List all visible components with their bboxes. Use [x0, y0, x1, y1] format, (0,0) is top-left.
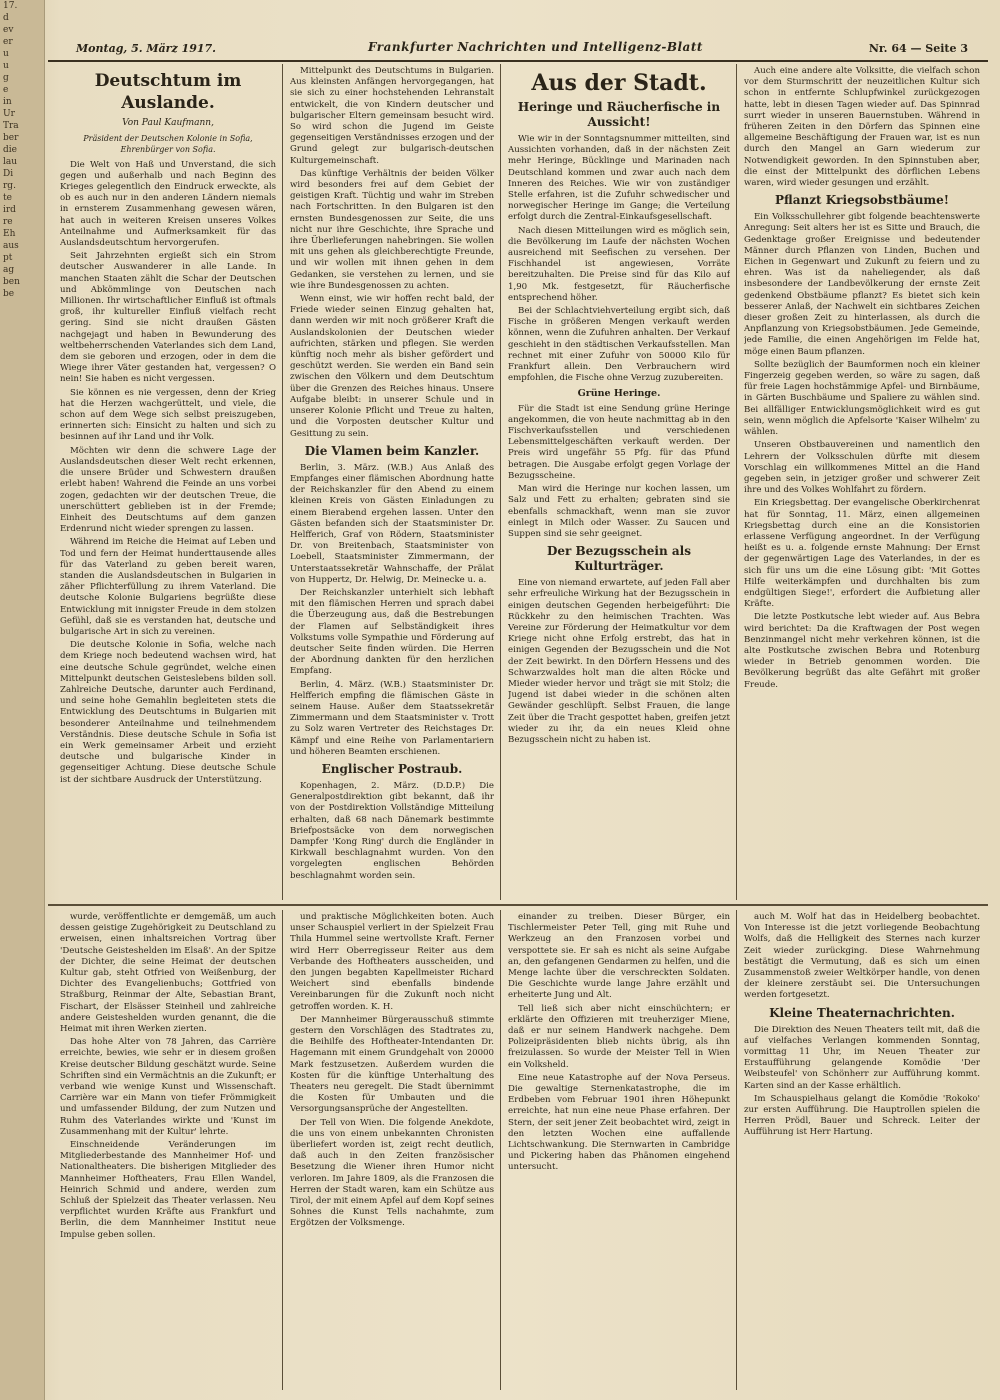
paragraph: Man wird die Heringe nur kochen lassen, um Salz und Fett zu erhalten; gebraten sind sie ebenfalls schmackhaft, wenn man sie zuvor einlegt in Milch oder Wasser. Zu Saucen und Suppen sind sie sehr geeignet. [508, 484, 730, 539]
paragraph: Einschneidende Veränderungen im Mitgliederbestande des Mannheimer Hof- und Nationaltheaters. Die bisherigen Mitglieder des Mannheimer Hoftheaters, Frau Ellen Wandel, Heinrich Schmid und andere, werden zum Schluß der Spielzeit das Theater verlassen. Neu verpflichtet wurden Kräfte aus Frankfurt und Berlin, die dem Mannheimer Institut neue Impulse geben sollen. [60, 1140, 276, 1240]
column-rule [736, 64, 737, 900]
paragraph: Möchten wir denn die schwere Lage der Auslandsdeutschen dieser Welt recht erkennen, die unsere Brüder und Schwestern draußen erlebt haben! Wahrend die Feinde an uns vorbei zogen, gedachten wir der deutschen Treue, die unerschüttert geblieben ist in der Fremde; Einheit des Deutschtums auf dem ganzen Erdenrund nicht wieder sprengen zu lassen. [60, 445, 276, 535]
paragraph: Berlin, 3. März. (W.B.) Aus Anlaß des Empfanges einer flämischen Abordnung hatte der Reichskanzler für den Abend zu einem kleinen Kreis von Gästen Einladungen zu einem Bierabend ergehen lassen. Unter den Gästen befanden sich der Staatsminister Dr. Helfferich, Graf von Rödern, Staatsminister Dr. von Breitenbach, Staatsminister von Loebell, Staatsminister Zimmermann, der Unterstaatssekretär Wahnschaffe, der Prälat von Huppertz, Dr. Helwig, Dr. Meinecke u. a. [290, 462, 494, 585]
paragraph: Der Tell von Wien. Die folgende Anekdote, die uns von einem unbekannten Chronisten überliefert worden ist, zeigt recht deutlich, daß auch in den Zeiten französischer Besetzung die Wiener ihren Humor nicht verloren. Im Jahre 1809, als die Franzosen die Herren der Stadt waren, kam ein Schütze aus Tirol, der mit einem Apfel auf dem Kopf seines Sohnes die Kunst Tells nachahmte, zum Ergötzen der Volksmenge. [290, 1117, 494, 1229]
column-rule [282, 910, 283, 1390]
byline-affiliation: Präsident der Deutschen Kolonie in Sofia, Ehrenbürger von Sofia. [83, 134, 253, 155]
paragraph: und praktische Möglichkeiten boten. Auch unser Schauspiel verliert in der Spielzeit Frau Thila Hummel seine wertvollste Kraft. Ferner wird Herr Oberregisseur Reiter aus dem Verbande des Hoftheaters ausscheiden, und den jungen begabten Kapellmeister Richard Weichert sind ebenfalls bindende Vereinbarungen für die Zukunft noch nicht getroffen worden. K. H. [290, 912, 494, 1012]
paragraph: Im Schauspielhaus gelangt die Komödie 'Rokoko' zur ersten Aufführung. Die Hauptrollen spielen die Herren Prödl, Bauer und Schreck. Leiter der Aufführung ist Herr Hartung. [744, 1093, 980, 1138]
paragraph: Nach diesen Mitteilungen wird es möglich sein, die Bevölkerung im Laufe der nächsten Wochen ausreichend mit Seefischen zu versehen. Der Fischhandel ist angewiesen, Vorräte bereitzuhalten. Die Preise sind für das Kilo auf 1,90 Mk. festgesetzt, für Räucherfische entsprechend höher. [508, 225, 730, 303]
paper-title: Frankfurter Nachrichten und Intelligenz-Blatt [368, 40, 703, 54]
lower-column-3 [508, 912, 730, 1390]
column-rule [500, 64, 501, 900]
page-number: Nr. 64 — Seite 3 [868, 42, 968, 55]
paragraph: Wie wir in der Sonntagsnummer mitteilten, sind Aussichten vorhanden, daß in der nächsten Zeit mehr Heringe, Bücklinge und Marinaden nach Deutschland kommen und zwar auch nach dem Inneren des Reiches. Wie wir von zuständiger Stelle erfahren, ist die Zufuhr schwedischer und norwegischer Heringe im Gange; die Verteilung erfolgt durch die Zentral-Einkaufsgesellschaft. [508, 134, 730, 223]
lower-column-1 [60, 912, 276, 1390]
paragraph: auch M. Wolf hat das in Heidelberg beobachtet. Von Interesse ist die jetzt vorliegende Beobachtung Wolfs, daß die Helligkeit des Sternes nach kurzer Zeit wieder zurückging. Diese Wahrnehmung bestätigt die Vermutung, daß es sich um einen Zusammenstoß zweier Weltkörper handle, von denen der kleinere zerstäubt sei. Die Untersuchungen werden fortgesetzt. [744, 912, 980, 1001]
paragraph: Für die Stadt ist eine Sendung grüne Heringe angekommen, die von heute nachmittag ab in den Fischverkaufsstellen und verschiedenen Lebensmittelgeschäften verkauft werden. Der Preis wird ungefähr 55 Pfg. für das Pfund betragen. Die Ausgabe erfolgt gegen Vorlage der Bezugsscheine. [508, 403, 730, 481]
adjacent-page-strip: 17. d ev er u u g e in Ur Tra ber die lau Di rg. te ird re Eh aus pt ag ben be [0, 0, 45, 1400]
paragraph: einander zu treiben. Dieser Bürger, ein Tischlermeister Peter Tell, ging mit Ruhe und Werkzeug an den Franzosen vorbei und verspottete sie. Er sah es nicht als seine Aufgabe an, den gefangenen Gendarmen zu helfen, und die Menge lachte über die verschreckten Soldaten. Die Geschichte wurde lange Jahre erzählt und erheiterte Jung und Alt. [508, 912, 730, 1001]
column-rule [736, 910, 737, 1390]
paragraph: Der Mannheimer Bürgerausschuß stimmte gestern den Vorschlägen des Stadtrates zu, die Beihilfe des Hoftheater-Intendanten Dr. Hagemann mit einem Grundgehalt von 20000 Mark festzusetzen. Außerdem wurden die Kosten für die künftige Unterhaltung des Theaters neu geregelt. Die Stadt übernimmt die Kosten für Umbauten und die Versorgungsansprüche der Angestellten. [290, 1014, 494, 1115]
news-note: Die letzte Postkutsche lebt wieder auf. Aus Bebra wird berichtet: Da die Kraftwagen der Post wegen Benzinmangel nicht mehr verkehren können, ist die alte Postkutsche zwischen Bebra und Rotenburg wieder in Betrieb genommen worden. Die Bevölkerung begrüßt das alte Gefährt mit großer Freude. [744, 612, 980, 690]
paragraph: Während im Reiche die Heimat auf Leben und Tod und fern der Heimat hunderttausende alles für das Vaterland zu geben bereit waren, standen die Auslandsdeutschen in Bulgarien in zäher Pflichterfüllung zu ihrem Vaterland. Die deutsche Kolonie Bulgariens begrüßte diese Entwicklung mit innigster Freude in dem stolzen Gefühl, daß sie es verstanden hat, deutsche und bulgarische Art in sich zu vereinen. [60, 537, 276, 637]
article-title: Deutschtum im Auslande. [94, 71, 242, 113]
paragraph: Der Reichskanzler unterhielt sich lebhaft mit den flämischen Herren und sprach dabei die Überzeugung aus, daß die Bestrebungen der Flamen auf Selbständigkeit ihres Volkstums volle Sympathie und Förderung auf deutscher Seite finden würden. Die Herren der Abordnung dankten für den herzlichen Empfang. [290, 587, 494, 677]
paragraph: Tell ließ sich aber nicht einschüchtern; er erklärte den Offizieren mit treuherziger Miene, daß er nur seinem Handwerk nachgehe. Dem Polizeipräsidenten blieb nichts übrig, als ihn freizulassen. So wurde der Meister Tell in Wien ein Volksheld. [508, 1003, 730, 1070]
section-title: Aus der Stadt. [531, 70, 707, 96]
byline: Von Paul Kaufmann, [122, 118, 214, 128]
paragraph: Eine neue Katastrophe auf der Nova Perseus. Die gewaltige Sternenkatastrophe, die im Erdbeben vom Februar 1901 ihren Höhepunkt erreichte, hat nun eine neue Phase erfahren. Der Stern, der seit jener Zeit beobachtet wird, zeigt in den letzten Wochen eine auffallende Lichtschwankung. Die Sternwarten in Cambridge und Pickering haben das Phänomen eingehend untersucht. [508, 1072, 730, 1173]
paragraph: Das künftige Verhältnis der beiden Völker wird besonders frei auf dem Gebiet der geistigen Kraft. Tüchtig und wahr im Streben nach Fortschritten. In den Bulgaren ist den ernsten Bundesgenossen zur Seite, die uns nicht nur ihre Geschichte, ihre Sprache und ihre Überlieferungen nahebringen. Sie wollen mit uns gehen als gleichberechtigte Freunde, und wir wollen mit ihnen gehen in dem Gedanken, sie verstehen zu lernen, und sie wie ihre Bundesgenossen zu achten. [290, 168, 494, 291]
section-divider [48, 904, 988, 906]
paragraph: Eine von niemand erwartete, auf jeden Fall aber sehr erfreuliche Wirkung hat der Bezugsschein in einigen deutschen Gegenden herbeigeführt: Die Rückkehr zu den heimischen Trachten. Was Vereine zur Förderung der Heimatkultur vor dem Kriege nicht ohne Erfolg erstrebt, das hat in einigen Gegenden der Bezugsschein und die Not der Zeit bewirkt. In den Dörfern Hessens und des Schwarzwaldes holt man die alten Röcke und Mieder wieder hervor und trägt sie mit Stolz; die Jugend ist dabei wieder in die schönen alten Gewänder geschlüpft. Selbst Frauen, die lange Zeit über die Tracht gespottet haben, greifen jetzt wieder zu ihr, da ein neues Kleid ohne Bezugsschein nicht zu haben ist. [508, 578, 730, 745]
paragraph: Seit Jahrzehnten ergießt sich ein Strom deutscher Auswanderer in alle Lande. In manchen Staaten zählt die Schar der Deutschen und Abkömmlinge von Deutschen nach Millionen. Ihr wirtschaftlicher Einfluß ist oftmals groß, ihr kultureller Einfluß vielfach recht gering. Sind sie nicht draußen Gästen nachgejagt und haben in Bewunderung des weltbeherrschenden Vaterlandes sich dem Land, dem sie geboren und erzogen, oder in dem die Wiege ihrer Väter gestanden hat, vergessen? O nein! Sie haben es nicht vergessen. [60, 251, 276, 385]
article-title-vlamen: Die Vlamen beim Kanzler. [304, 443, 480, 458]
article-title-bezugsschein: Der Bezugsschein als Kulturträger. [547, 544, 691, 574]
paragraph: Sie können es nie vergessen, denn der Krieg hat die Herzen wachgerüttelt, und viele, die schon auf dem Wege sich selbst preiszugeben, erinnerten sich: Einsicht zu halten und sich zu besinnen auf ihr Land und ihr Volk. [60, 387, 276, 443]
sub-heading: Grüne Heringe. [577, 388, 661, 400]
paragraph: Die Direktion des Neuen Theaters teilt mit, daß die auf vielfaches Verlangen kommenden Sonntag, vormittag 11 Uhr, im Neuen Theater zur Erstaufführung gelangende Komödie 'Der Weibsteufel' von Schönherr zur Aufführung kommt. Karten sind an der Kasse erhältlich. [744, 1024, 980, 1091]
paragraph: Bei der Schlachtviehverteilung ergibt sich, daß Fische in größeren Mengen verkauft werden können, wenn die Zufuhren anhalten. Der Verkauf geschieht in den städtischen Verkaufsstellen. Man rechnet mit einer Zufuhr von 50000 Kilo für Frankfurt allein. Den Verbrauchern wird empfohlen, die Fische ohne Verzug zuzubereiten. [508, 306, 730, 384]
article-title-postraub: Englischer Postraub. [321, 761, 463, 776]
lower-column-2 [290, 912, 494, 1390]
paragraph: Wenn einst, wie wir hoffen recht bald, der Friede wieder seinen Einzug gehalten hat, dann werden wir mit noch größerer Kraft die Auslandskolonien der Deutschen wieder aufrichten, stärken und pflegen. Sie werden künftig noch mehr als bisher gefördert und geschützt werden. Sie werden ein Band sein zwischen den Völkern und dem Deutschtum über die Grenzen des Reiches hinaus. Unsere Aufgabe bleibt: in unserer Schule und in unserer Kolonie Pflicht und Treue zu halten, und die Vorposten deutscher Kultur und Gesittung zu sein. [290, 294, 494, 439]
paragraph: wurde, veröffentlichte er demgemäß, um auch dessen geistige Zugehörigkeit zu Deutschland zu erweisen, einen inhaltsreichen Vortrag über 'Deutsche Geisteshelden im Elsaß'. An der Spitze der Dichter, die seine Heimat der deutschen Kultur gab, steht Otfried von Weißenburg, der Dichter des Evangelienbuchs; Gottfried von Straßburg, Reinmar der Alte, Sebastian Brant, Fischart, der Elsässer Steinheil und zahlreiche andere Geisteshelden wurden genannt, die die Heimat mit ihren Werken zierten. [60, 912, 276, 1035]
paragraph: Die deutsche Kolonie in Sofia, welche nach dem Kriege noch bedeutend wachsen wird, hat eine deutsche Schule gegründet, welche einen Mittelpunkt deutschen Geisteslebens bilden soll. Zahlreiche Deutsche, darunter auch Ferdinand, und seine hohe Gemahlin begleiteten stets die Entwicklung des Deutschtums in Bulgarien mit besonderer Anteilnahme und teilnehmendem Verständnis. Diese deutsche Schule in Sofia ist ein Werk gemeinsamer Arbeit und erzieht deutsche und bulgarische Kinder in gegenseitiger Achtung. Diese deutsche Schule ist der sichtbare Ausdruck der Unterstützung. [60, 640, 276, 785]
paragraph: Unseren Obstbauvereinen und namentlich den Lehrern der Volksschulen dürfte mit diesem Vorschlag ein willkommenes Mittel an die Hand gegeben sein, in jetziger großer und schwerer Zeit ihre und des Volkes Wohlfahrt zu fördern. [744, 440, 980, 496]
paragraph: Das hohe Alter von 78 Jahren, das Carrière erreichte, bewies, wie sehr er in diesem großen Kreise deutscher Bildung geschätzt wurde. Seine Schriften sind ein Vermächtnis an die Zukunft; er verband wie wenige Kunst und Wissenschaft. Carrière war ein Mann von tiefer Frömmigkeit und umfassender Bildung, der zum Nutzen und Ruhm des Vaterlandes wirkte und 'Kunst im Zusammenhang mit der Kultur' lehrte. [60, 1037, 276, 1137]
news-note: Ein Kriegsbettag. Der evangelische Oberkirchenrat hat für Sonntag, 11. März, einen allgemeinen Kriegsbettag durch eine an die Konsistorien erlassene Verfügung angeordnet. In der Verfügung heißt es u. a. folgende ernste Mahnung: Der Ernst der gegenwärtigen Lage des Vaterlandes, in der es sich für uns um die eine Lösung gibt: 'Mit Gottes Hilfe weiterkämpfen und durchhalten bis zum endgültigen Siege!', erfordert die Aufbietung aller Kräfte. [744, 498, 980, 610]
paragraph: Auch eine andere alte Volksitte, die vielfach schon vor dem Sturmschritt der neuzeitlichen Kultur sich schon in entfernte Schlupfwinkel zurückgezogen hatte, lebt in diesen Tagen wieder auf. Das Spinnrad surrt wieder in unseren Bauernstuben. Während in früheren Zeiten in den Dörfern das Spinnen eine allgemeine Beschäftigung der Frauen war, ist es nun durch den Mangel an Garn wiederum zur Notwendigkeit geworden. In den Spinnstuben aber, die einst der Mittelpunkt des dörflichen Lebens waren, wird wieder gesungen und erzählt. [744, 66, 980, 189]
paragraph: Sollte bezüglich der Baumformen noch ein kleiner Fingerzeig gegeben werden, so wäre zu sagen, daß für freie Lagen hochstämmige Apfel- und Birnbäume, in Gärten Buschbäume und Spaliere zu wählen sind. Bei allfälliger Entwicklungsmöglichkeit wird es gut sein, wenn möglich die Apfelsorte 'Kaiser Wilhelm' zu wählen. [744, 359, 980, 438]
lower-column-4 [744, 912, 980, 1390]
article-title-theater: Kleine Theaternachrichten. [769, 1005, 955, 1020]
article-title-obstbaeume: Pflanzt Kriegsobstbäume! [774, 193, 950, 208]
paragraph: Mittelpunkt des Deutschtums in Bulgarien. Aus kleinsten Anfängen hervorgegangen, hat sie sich zu einer hochstehenden Lehranstalt entwickelt, die von Kindern deutscher und bulgarischer Eltern gemeinsam besucht wird. So wird schon die Jugend im Geiste gegenseitigen Verständnisses erzogen und der Grund gelegt zur bulgarisch-deutschen Kulturgemeinschaft. [290, 66, 494, 166]
paragraph: Kopenhagen, 2. März. (D.D.P.) Die Generalpostdirektion gibt bekannt, daß ihr von der Postdirektion Vollständige Mitteilung erhalten, daß 68 nach Dänemark bestimmte Briefpostsäcke von dem norwegischen Dampfer 'Kong Ring' durch die Engländer in Kirkwall beschlagnahmt wurden. Von den vorgelegten englischen Behörden beschlagnahmt worden sein. [290, 780, 494, 881]
article-column-4 [744, 66, 980, 900]
article-column-2 [290, 66, 494, 900]
masthead [48, 38, 988, 62]
article-subtitle: Heringe und Räucherfische in Aussicht! [517, 100, 721, 129]
article-stadt [508, 66, 730, 900]
issue-date: Montag, 5. März 1917. [76, 42, 217, 55]
paragraph: Die Welt von Haß und Unverstand, die sich gegen und außerhalb und nach Beginn des Krieges gelegentlich den Eindruck erweckte, als ob es auch nur in den anderen Ländern niemals in ernsterem Zusammenhang gewesen wären, hat auch in weiteren Kreisen unseres Volkes Anteilnahme und Aufmerksamkeit für das Auslandsdeutschtum hervorgerufen. [60, 159, 276, 249]
paragraph: Berlin, 4. März. (W.B.) Staatsminister Dr. Helfferich empfing die flämischen Gäste in seinem Hause. Außer dem Staatssekretär Zimmermann und dem Staatsminister v. Trott zu Solz waren Vertreter des Reichstages Dr. Kämpf und eine Reihe von Parlamentariern und höheren Beamten erschienen. [290, 679, 494, 757]
article-deutschtum [60, 66, 276, 900]
column-rule [500, 910, 501, 1390]
column-rule [282, 64, 283, 900]
paragraph: Ein Volksschullehrer gibt folgende beachtenswerte Anregung: Seit alters her ist es Sitte und Brauch, die Gedenktage großer Ereignisse und bedeutender Männer durch Pflanzen von Linden, Buchen und Eichen in Gegenwart und Zukunft zu feiern und zu ehren. Was ist da naheliegender, als daß insbesondere der Landbevölkerung der ernste Zeit gedenkend Obstbäume pflanzt? Es bietet sich kein besserer Anlaß, der Nachwelt ein sichtbares Zeichen dieser großen Zeit zu hinterlassen, als durch die Anpflanzung von Kriegsobstbäumen. Jede Gemeinde, jede Familie, die einen Angehörigen im Felde hat, möge einen Baum pflanzen. [744, 212, 980, 357]
